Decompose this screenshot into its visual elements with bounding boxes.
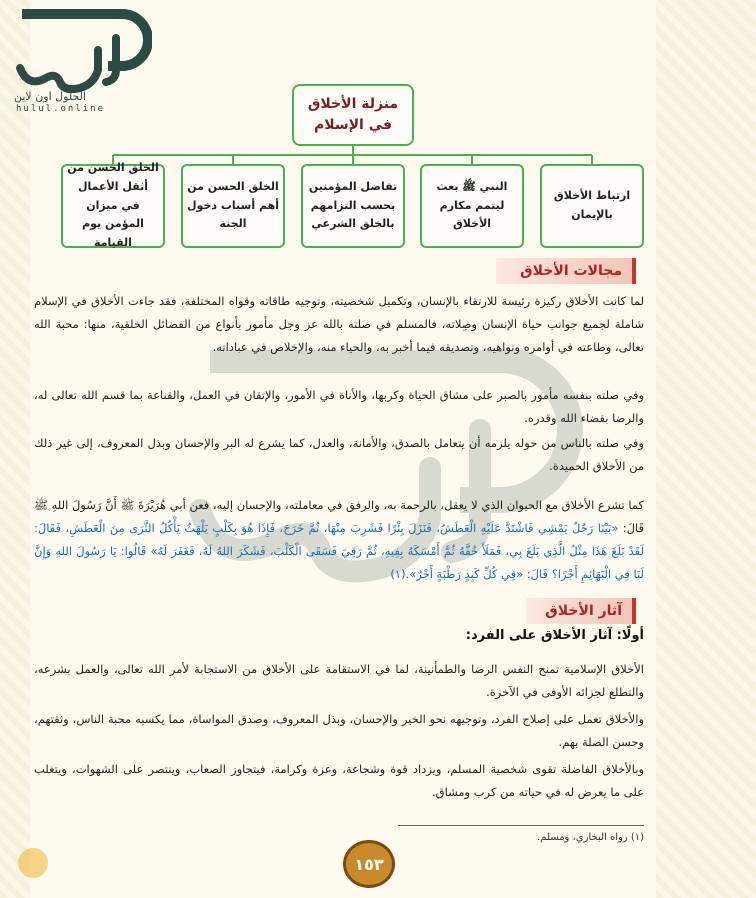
diagram-root-node: منزلة الأخلاق في الإسلام	[292, 84, 414, 146]
diagram-node: الخلق الحسن من أهم أسباب دخول الجنة	[181, 164, 285, 248]
paragraph: الأخلاق الإسلامية تمنح النفس الرضا والطمأنينة، لما في الاستقامة على الأخلاق من الاستجابة لأمر الله تعالى، والعمل بشرعه، والتطلع لجزائه الأوفى في الآخرة.	[34, 662, 644, 699]
paragraph: وفي صلته بالناس من حوله يلزمه أن يتعامل بالصدق، والأمانة، والعدل، كما يشرع له البر والإحسان وبذل المعروف، إلى غير ذلك من الأخلاق الحميدة.	[34, 436, 644, 473]
hadith-intro: كما تشرع الأخلاق مع الحيوان الذي لا يعقل، بالرحمة به، والرفق في معاملته، والإحسان إليه، فعن أبي هُرَيْرَةَ ﷺ أَنَّ رَسُولَ اللهِ ﷺ قَالَ:	[34, 498, 645, 535]
footnote-divider	[398, 825, 644, 826]
page-number-badge: ١٥٣	[343, 840, 395, 888]
paragraph: وبالأخلاق الفاضلة تقوى شخصية المسلم، ويزداد قوة وشجاعة، وعزة وكرامة، فيتجاوز الصعاب، وينتصر على الشهوات، ويتغلب على ما يعرض له في حياته من كرب ومشاق.	[34, 762, 644, 799]
paragraph: والأخلاق تعمل على إصلاح الفرد، وتوجيهه نحو الخير والإحسان، وبذل المعروف، وصدق المواساة، مما يكسبه محبة الناس، وثقتهم، وحسن الصلة بهم.	[34, 712, 644, 749]
paragraph-hadith	[34, 494, 644, 586]
subheading-individual: أولًا: آثار الأخلاق على الفرد:	[465, 628, 644, 643]
hadith-text: «بَيْنَا رَجُلٌ يَمْشِي فَاشْتَدَّ عَلَيْهِ الْعَطَشُ، فَنَزَلَ بِئْرًا فَشَرِبَ مِنْهَا، ثُمَّ خَرَجَ، فَإِذَا هُوَ بِكَلْبٍ يَلْهَثُ يَأْكُلُ الثَّرَى مِنَ الْعَطَشِ، فَقَالَ: لَقَدْ بَلَغَ هَذَا مِثْلُ الَّذِي بَلَغَ بِي، فَمَلَأَ خُفَّهُ ثُمَّ أَمْسَكَهُ بِفِيهِ، ثُمَّ رَقِيَ فَسَقَى الْكَلْبَ، فَشَكَرَ اللهُ لَهُ، فَغَفَرَ لَهُ» قَالُوا: يَا رَسُولَ اللهِ وَإِنَّ لَنَا فِي الْبَهَائِمِ أَجْرًا؟ قَالَ: «فِي كُلِّ كَبِدٍ رَطْبَةٍ أَجْرٌ».(١)	[34, 521, 644, 581]
corner-emblem-icon	[18, 848, 48, 878]
diagram-node: النبي ﷺ بعث ليتمم مكارم الأخلاق	[420, 164, 524, 248]
logo-url-text: hulul.online	[16, 104, 106, 114]
paragraph: لما كانت الأخلاق ركيزة رئيسة للارتقاء بالإنسان، وتكميل شخصيته، وتوجيه طاقاته وقواه المختلفة، فقد جاءت الأخلاق في الإسلام شاملة لجميع جوانب حياة الإنسان وصِلاته، فالمسلم في صلته بالله عز وجل مأمور بأنواع من الفضائل الخلقية، منها: محبة الله تعالى، وطاعته في أوامره ونواهيه، وتصديقه فيما أخبر به، والحياء منه، والإخلاص في عباداته.	[34, 294, 644, 354]
footnote: (١) رواه البخاري، ومسلم.	[537, 832, 644, 843]
diagram-node: ارتباط الأخلاق بالإيمان	[540, 164, 644, 248]
logo-subtitle: الحلول اون لاين	[14, 90, 86, 103]
section-heading-domains: مجالات الأخلاق	[496, 258, 636, 284]
diagram-node: الخلق الحسن من أثقل الأعمال في ميزان المؤمن يوم القيامة	[61, 164, 165, 248]
section-heading-effects: آثار الأخلاق	[526, 598, 636, 624]
paragraph: وفي صلته بنفسه مأمور بالصبر على مشاق الحياة وكربها، والأناة في الأمور، والإتقان في العمل، والقناعة بما قسم الله تعالى له، والرضا بقضاء الله وقدره.	[34, 388, 644, 425]
diagram-node: تفاضل المؤمنين بحسب التزامهم بالخلق الشرعي	[301, 164, 405, 248]
